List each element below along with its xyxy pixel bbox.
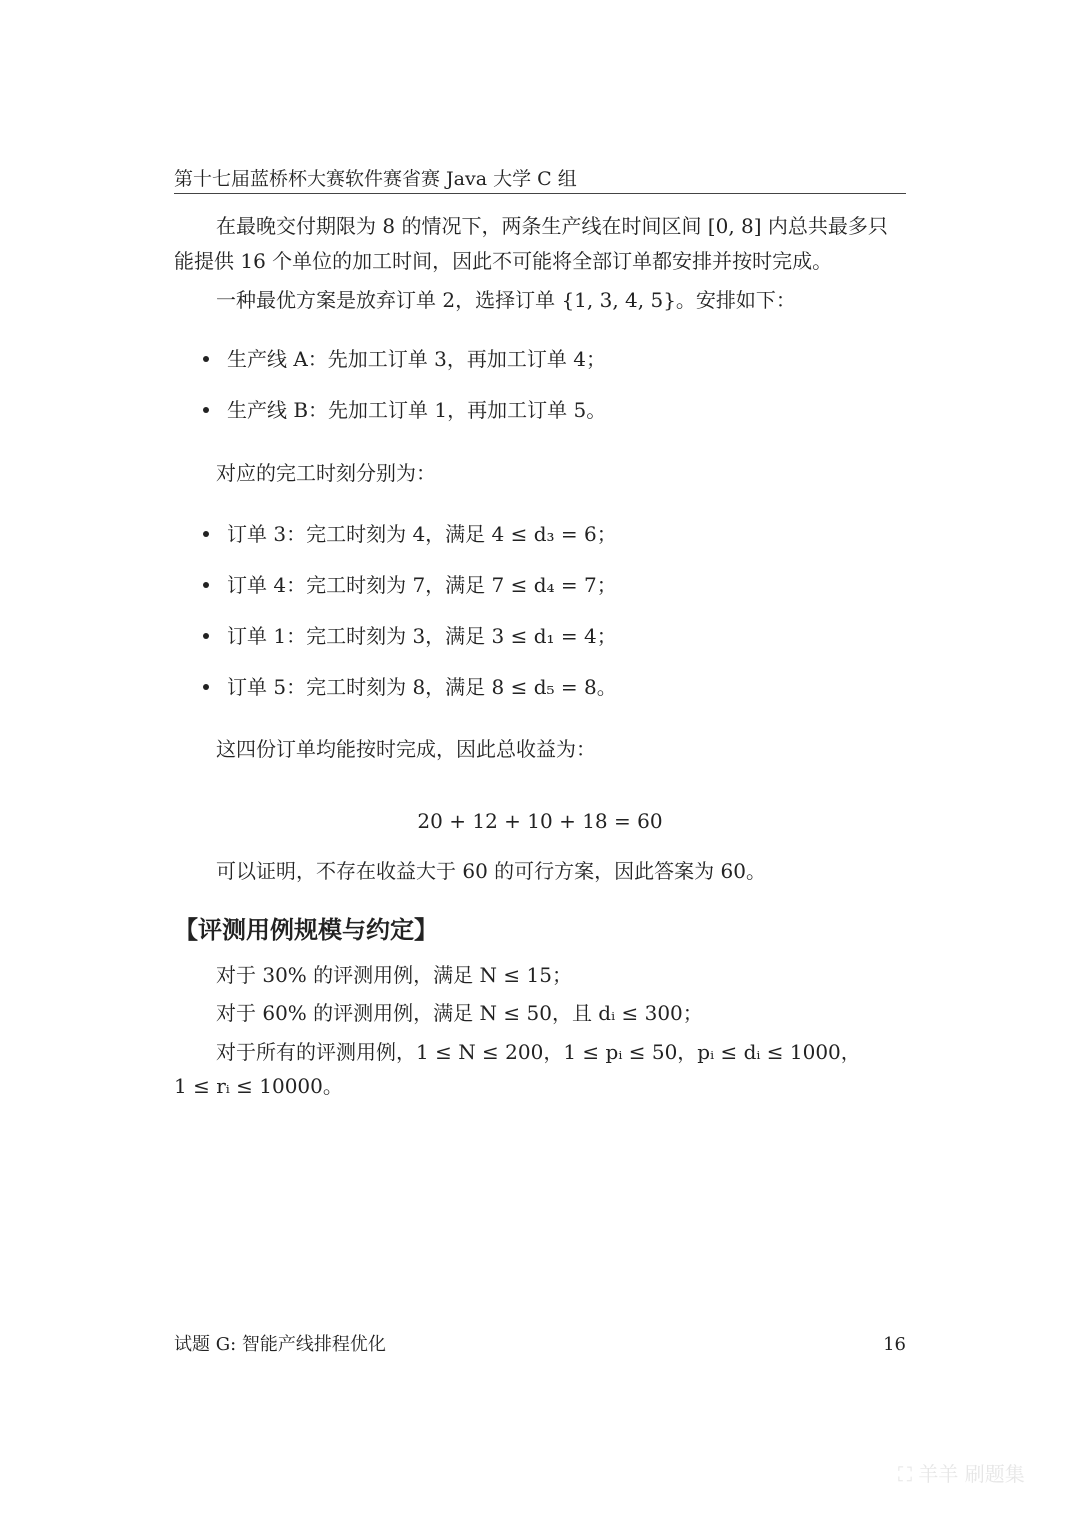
section-title-constraints: 【评测用例规模与约定】 — [174, 916, 438, 944]
paragraph-capacity-line-1: 在最晚交付期限为 8 的情况下，两条生产线在时间区间 [0, 8] 内总共最多只 — [216, 214, 888, 238]
footer-problem-title: 试题 G: 智能产线排程优化 — [174, 1334, 386, 1355]
list-item-order-1 — [203, 619, 617, 653]
list-item-order-4 — [203, 568, 617, 602]
list-item-line-b — [203, 393, 606, 427]
bullet-icon — [203, 407, 209, 413]
header-rule — [174, 193, 906, 194]
paragraph-completion-intro: 对应的完工时刻分别为： — [216, 461, 436, 485]
constraint-line-1: 对于 30% 的评测用例，满足 N ≤ 15； — [216, 963, 572, 987]
list-item-text: 订单 1：完工时刻为 3，满足 3 ≤ d₁ = 4； — [227, 624, 617, 648]
paragraph-capacity-line-2: 能提供 16 个单位的加工时间，因此不可能将全部订单都安排并按时完成。 — [174, 249, 833, 273]
list-item-text: 订单 5：完工时刻为 8，满足 8 ≤ d₅ = 8。 — [227, 675, 617, 699]
list-item-text: 生产线 B：先加工订单 1，再加工订单 5。 — [227, 398, 607, 422]
list-item-text: 订单 4：完工时刻为 7，满足 7 ≤ d₄ = 7； — [227, 573, 617, 597]
bullet-icon — [203, 356, 209, 362]
list-item-order-3 — [203, 517, 617, 551]
paragraph-optimal-plan: 一种最优方案是放弃订单 2，选择订单 {1, 3, 4, 5}。安排如下： — [216, 288, 796, 312]
paragraph-revenue-intro: 这四份订单均能按时完成，因此总收益为： — [216, 737, 596, 761]
constraint-line-4: 1 ≤ rᵢ ≤ 10000。 — [174, 1074, 343, 1098]
running-header: 第十七届蓝桥杯大赛软件赛省赛 Java 大学 C 组 — [174, 168, 577, 190]
list-item-line-a — [203, 342, 606, 376]
bullet-icon — [203, 531, 209, 537]
constraint-line-3: 对于所有的评测用例，1 ≤ N ≤ 200，1 ≤ pᵢ ≤ 50，pᵢ ≤ dᵢ ≤ 1000， — [216, 1040, 861, 1064]
list-item-order-5 — [203, 670, 617, 704]
watermark: ⛶ 羊羊 刷题集 — [898, 1462, 1025, 1486]
bullet-icon — [203, 633, 209, 639]
bullet-icon — [203, 582, 209, 588]
bullet-icon — [203, 684, 209, 690]
list-item-text: 生产线 A：先加工订单 3，再加工订单 4； — [227, 347, 606, 371]
revenue-equation: 20 + 12 + 10 + 18 = 60 — [417, 809, 663, 833]
paragraph-conclusion: 可以证明，不存在收益大于 60 的可行方案，因此答案为 60。 — [216, 859, 766, 883]
footer-page-number: 16 — [883, 1334, 906, 1355]
constraint-line-2: 对于 60% 的评测用例，满足 N ≤ 50，且 dᵢ ≤ 300； — [216, 1001, 703, 1025]
list-item-text: 订单 3：完工时刻为 4，满足 4 ≤ d₃ = 6； — [227, 522, 617, 546]
